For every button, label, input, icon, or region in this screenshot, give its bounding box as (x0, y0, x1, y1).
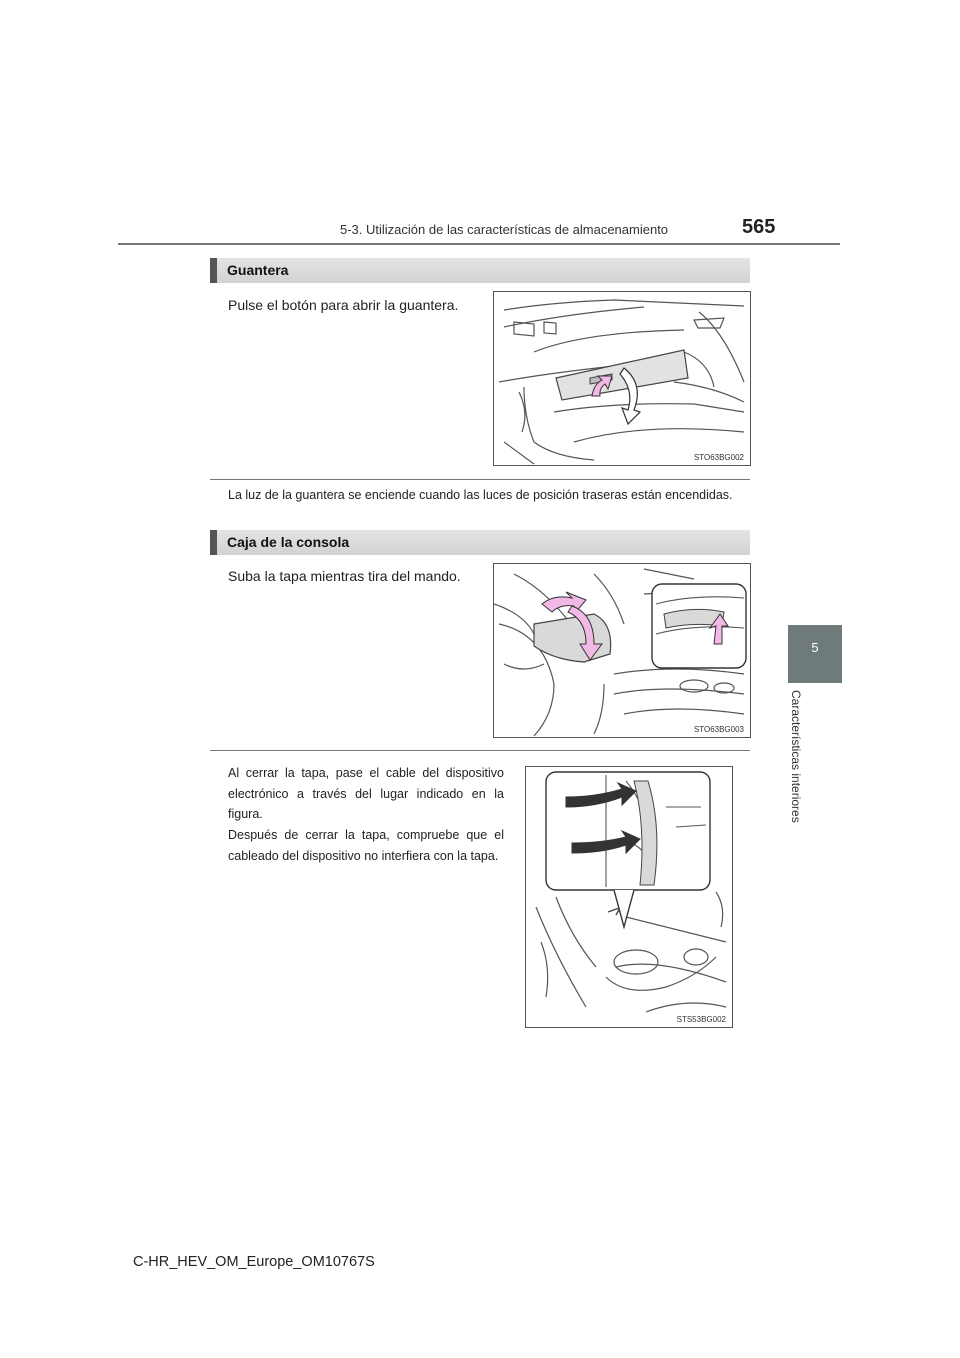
section-heading-console (210, 530, 750, 555)
figure-code: STO63BG003 (693, 725, 744, 734)
chapter-title-vertical (786, 690, 806, 840)
divider (210, 479, 750, 480)
header-section-title: 5-3. Utilización de las características de almacenamiento (340, 222, 669, 237)
section-heading-text: Guantera (227, 262, 289, 278)
chapter-title: Características interiores (789, 690, 803, 823)
document-code: C-HR_HEV_OM_Europe_OM10767S (133, 1254, 375, 1270)
console-instruction: Suba la tapa mientras tira del mando. (228, 568, 461, 584)
chapter-number: 5 (811, 640, 819, 655)
section-heading-text: Caja de la consola (227, 534, 350, 550)
figure-code: STO63BG002 (693, 453, 744, 462)
glovebox-note: La luz de la guantera se enciende cuando las luces de posición traseras están encendidas. (228, 488, 733, 502)
page-number: 565 (742, 216, 776, 238)
header-divider (118, 243, 840, 245)
glovebox-figure (493, 291, 751, 466)
glovebox-illustration (494, 292, 750, 465)
divider (210, 750, 750, 751)
console-figure (493, 563, 751, 738)
figure-code: STS53BG002 (676, 1015, 726, 1024)
cable-illustration (526, 767, 732, 1027)
glovebox-instruction: Pulse el botón para abrir la guantera. (228, 297, 459, 313)
cable-figure (525, 766, 733, 1028)
console-illustration (494, 564, 750, 737)
section-heading-glovebox (210, 258, 750, 283)
cable-routing-note: Al cerrar la tapa, pase el cable del dispositivo electrónico a través del lugar indicado en la figura. Después de cerrar la tapa, compruebe que el cableado del dispositivo no interfiera con la tapa. (228, 766, 504, 863)
